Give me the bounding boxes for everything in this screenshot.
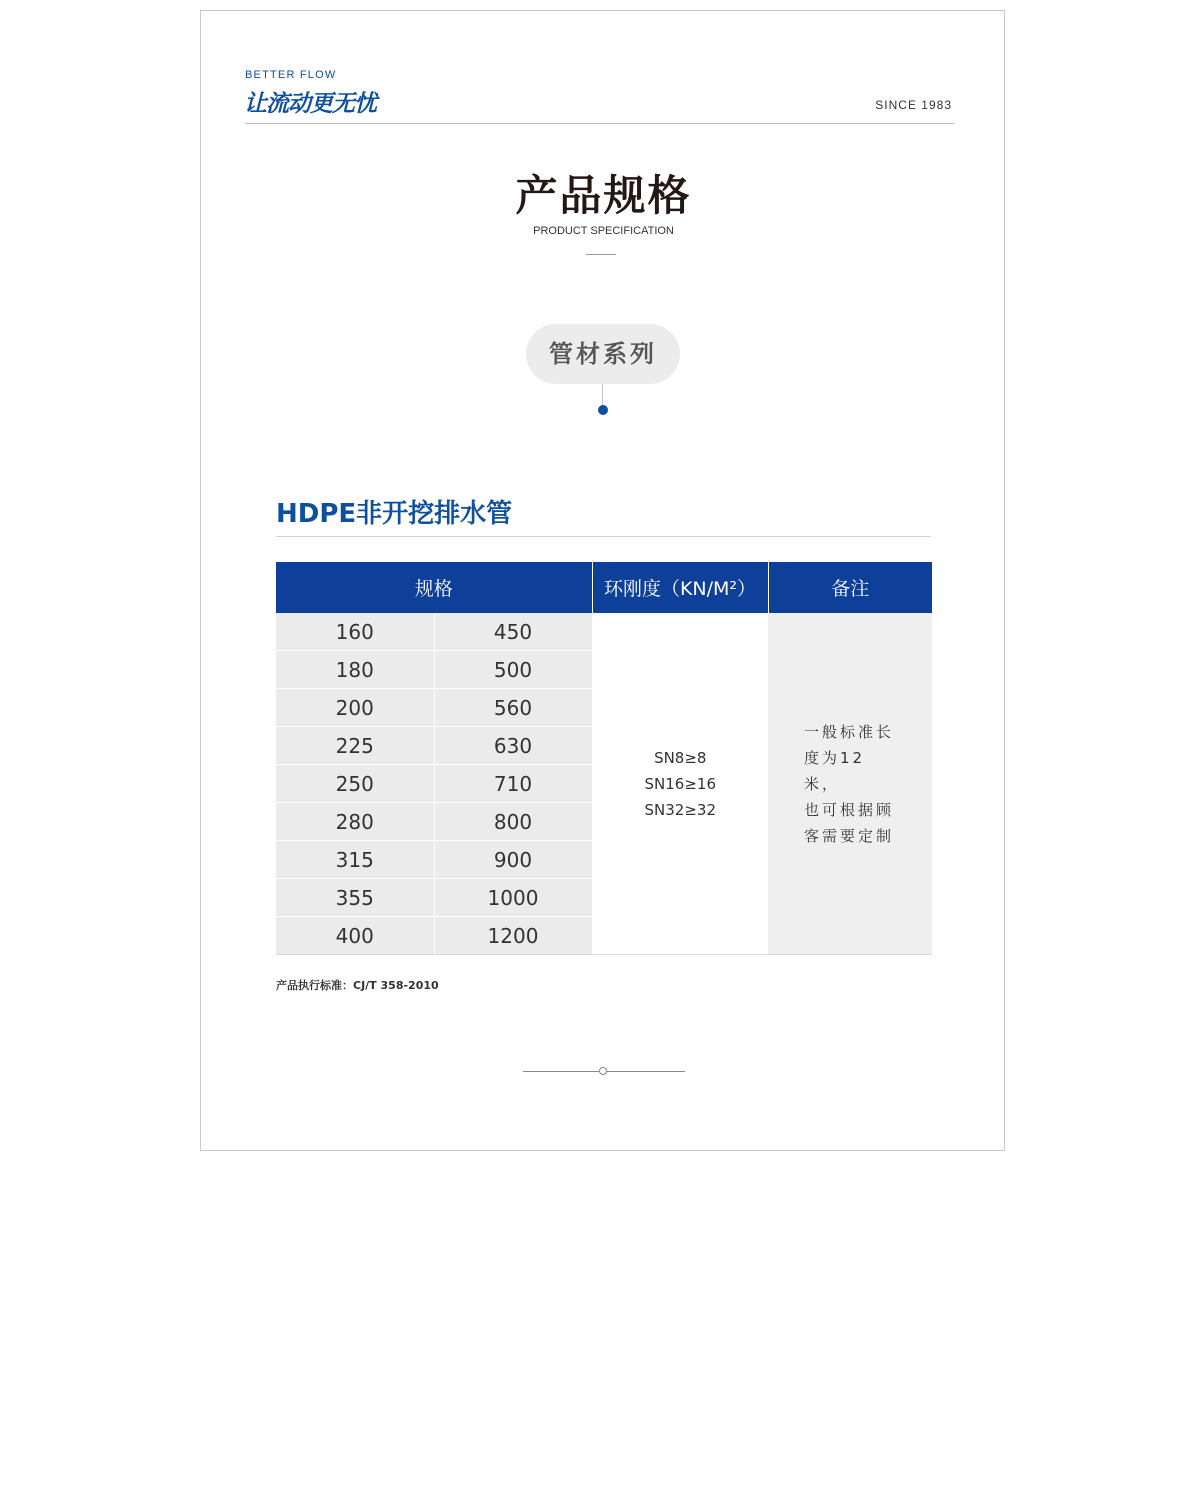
size-cell: 355: [276, 879, 434, 917]
series-badge: 管材系列: [526, 324, 680, 384]
spec-table: [276, 562, 932, 955]
header-divider: [245, 123, 954, 124]
size-cell: 1200: [434, 917, 592, 955]
size-cell: 280: [276, 803, 434, 841]
brand-slogan-cn: 让流动更无忧: [244, 91, 376, 117]
remarks-line: 也可根据顾: [804, 800, 895, 819]
product-title: HDPE非开挖排水管: [276, 499, 513, 529]
footer-divider-right: [607, 1071, 685, 1072]
stiffness-cell: [592, 613, 768, 955]
table-row: [276, 613, 932, 651]
size-cell: 710: [434, 765, 592, 803]
stiffness-value: SN32≥32: [644, 800, 716, 819]
remarks-line: 度为12米，: [804, 748, 866, 793]
since-label: SINCE 1983: [875, 98, 952, 112]
size-cell: 1000: [434, 879, 592, 917]
stiffness-value: SN16≥16: [644, 774, 716, 793]
remarks-line: 一般标准长: [804, 722, 895, 741]
product-divider: [276, 536, 931, 537]
page-subtitle: PRODUCT SPECIFICATION: [533, 225, 674, 237]
size-cell: 450: [434, 613, 592, 651]
size-cell: 560: [434, 689, 592, 727]
page-title: 产品规格: [515, 171, 692, 220]
series-connector: [602, 384, 603, 406]
size-cell: 160: [276, 613, 434, 651]
remarks-cell: [768, 613, 932, 955]
header-spec: 规格: [276, 562, 592, 613]
size-cell: 900: [434, 841, 592, 879]
title-divider: [586, 254, 616, 255]
header-stiffness: 环刚度（KN/M²）: [592, 562, 768, 613]
header-remarks: 备注: [768, 562, 932, 613]
size-cell: 400: [276, 917, 434, 955]
spec-page: [200, 10, 1005, 1151]
remarks-line: 客需要定制: [804, 826, 895, 845]
product-standard-note: 产品执行标准：CJ/T 358-2010: [276, 979, 439, 992]
series-dot-icon: [598, 405, 608, 415]
table-header-row: [276, 562, 932, 613]
brand-slogan-en: BETTER FLOW: [245, 69, 337, 81]
size-cell: 250: [276, 765, 434, 803]
size-cell: 315: [276, 841, 434, 879]
size-cell: 225: [276, 727, 434, 765]
footer-circle-icon: [599, 1067, 607, 1075]
size-cell: 200: [276, 689, 434, 727]
size-cell: 630: [434, 727, 592, 765]
stiffness-value: SN8≥8: [654, 748, 707, 767]
footer-divider-left: [523, 1071, 599, 1072]
size-cell: 180: [276, 651, 434, 689]
size-cell: 500: [434, 651, 592, 689]
size-cell: 800: [434, 803, 592, 841]
